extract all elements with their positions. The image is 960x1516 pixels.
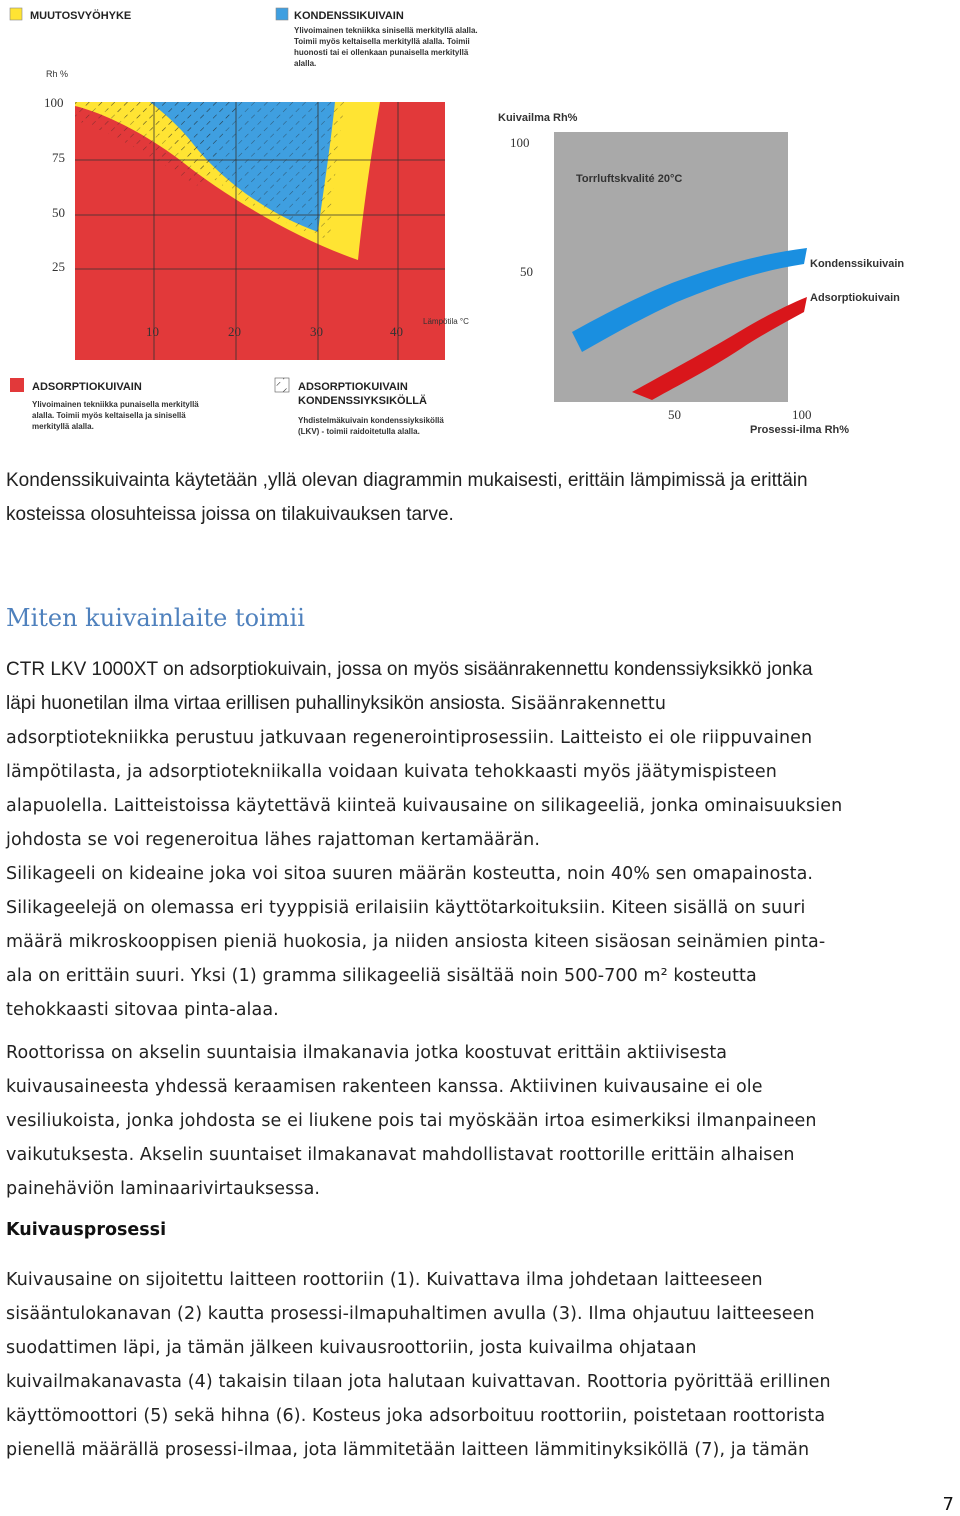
series-label-adsorptiokuivain: Adsorptiokuivain xyxy=(810,292,900,304)
subheading-kuivausprosessi: Kuivausprosessi xyxy=(6,1220,167,1240)
paragraph-rotor xyxy=(6,1036,906,1206)
para-line: Silikageelejä on olemassa eri tyyppisiä erilaisiin käyttötarkoituksiin. Kiteen sisällä on suuri xyxy=(6,898,806,918)
para-line: määrä mikroskooppisen pieniä huokosia, ja niiden ansiosta kiteen sisäosan seinämien pinta- xyxy=(6,932,826,952)
y-tick-75: 75 xyxy=(52,150,65,165)
intro-line: Kondenssikuivainta käytetään ,yllä olevan diagrammin mukaisesti, erittäin lämpimissä ja erittäin xyxy=(6,470,808,491)
para-line: kuivailmakanavasta (4) takaisin tilaan jota halutaan kuivattavan. Roottoria pyörittää erillinen xyxy=(6,1372,831,1392)
right-y-tick-50: 50 xyxy=(520,264,533,279)
para-line: ala on erittäin suuri. Yksi (1) gramma silikageeliä sisältää noin 500-700 m² kosteutta xyxy=(6,966,757,986)
x-tick-40: 40 xyxy=(390,324,403,339)
para-line: vaikutuksesta. Akselin suuntaiset ilmakanavat mahdollistavat roottorille erittäin alhaisen xyxy=(6,1145,795,1165)
right-y-tick-100: 100 xyxy=(510,135,530,150)
para-line: painehäviön laminaarivirtauksessa. xyxy=(6,1179,321,1199)
legend-lkv-desc-2: (LKV) - toimii raidoitetulla alalla. xyxy=(298,427,420,436)
paragraph-drying-process xyxy=(6,1263,906,1467)
para-line: alapuolella. Laitteistoissa käytettävä kiinteä kuivausaine on silikageeliä, jonka ominaisuuksien xyxy=(6,796,843,816)
x-tick-30: 30 xyxy=(310,324,323,339)
legend-swatch-blue xyxy=(276,8,288,20)
right-x-tick-50: 50 xyxy=(668,407,681,422)
intro-paragraph xyxy=(6,464,906,532)
x-tick-20: 20 xyxy=(228,324,241,339)
series-label-kondenssikuivain: Kondenssikuivain xyxy=(810,258,905,270)
y-axis-label: Rh % xyxy=(46,69,69,79)
section-heading: Miten kuivainlaite toimii xyxy=(6,604,305,632)
para-line: tehokkaasti sitovaa pinta-alaa. xyxy=(6,1000,279,1020)
para-line: läpi huonetilan ilma virtaa erillisen puhallinyksikön ansiosta. xyxy=(6,693,511,714)
para-line: pienellä määrällä prosessi-ilmaa, jota lämmitetään laitteen lämmitinyksiköllä (7), ja tämän xyxy=(6,1440,810,1460)
para-line: CTR LKV 1000XT on adsorptiokuivain, jossa on myös sisäänrakennettu kondenssiyksikkö jonka xyxy=(6,659,813,680)
y-tick-25: 25 xyxy=(52,259,65,274)
right-x-axis-label: Prosessi-ilma Rh% xyxy=(750,424,850,436)
para-line: Sisäänrakennettu xyxy=(510,694,667,714)
para-line: kuivausaineesta yhdessä keraamisen rakenteen kanssa. Aktiivinen kuivausaine ei ole xyxy=(6,1077,763,1097)
para-line: suodattimen läpi, ja tämän jälkeen kuivausroottoriin, josta kuivailma ohjataan xyxy=(6,1338,697,1358)
legend-adsorptio-desc-3: merkityllä alalla. xyxy=(32,422,94,431)
x-tick-10: 10 xyxy=(146,324,159,339)
right-x-tick-100: 100 xyxy=(792,407,812,422)
para-line: Silikageeli on kideaine joka voi sitoa suuren määrän kosteutta, noin 40% sen omapainosta. xyxy=(6,864,814,884)
y-tick-100: 100 xyxy=(44,95,64,110)
para-line: Kuivausaine on sijoitettu laitteen roottoriin (1). Kuivattava ilma johdetaan laitteeseen xyxy=(6,1270,763,1290)
legend-adsorptio-desc-1: Ylivoimainen tekniikka punaisella merkityllä xyxy=(32,400,199,409)
para-line: vesiliukoista, jonka johdosta se ei liukene pois tai myöskään irtoa esimerkiksi ilmanpaineen xyxy=(6,1111,817,1131)
legend-muutosvyohyke: MUUTOSVYÖHYKE xyxy=(30,10,132,22)
legend-lkv-title-2: KONDENSSIYKSIKÖLLÄ xyxy=(298,395,427,407)
page-number: 7 xyxy=(942,1494,954,1515)
inner-label: Torrluftskvalité 20°C xyxy=(576,173,683,185)
legend-swatch-hatch xyxy=(275,378,289,392)
x-axis-label: Lämpötila °C xyxy=(423,317,469,326)
legend-adsorptio-desc-2: alalla. Toimii myös keltaisella ja sinisellä xyxy=(32,411,186,420)
legend-kondenssi-desc-4: alalla. xyxy=(294,59,317,68)
legend-lkv-title-1: ADSORPTIOKUIVAIN xyxy=(298,381,408,393)
para-line: sisääntulokanavan (2) kautta prosessi-ilmapuhaltimen avulla (3). Ilma ohjautuu laitteeseen xyxy=(6,1304,815,1324)
legend-kondenssi-desc-2: Toimii myös keltaisella merkityllä alalla. Toimii xyxy=(294,37,470,46)
right-y-axis-label: Kuivailma Rh% xyxy=(498,112,578,124)
para-line: käyttömoottori (5) sekä hihna (6). Kosteus joka adsorboituu roottoriin, poistetaan roottorista xyxy=(6,1406,826,1426)
para-line: lämpötilasta, ja adsorptiotekniikalla voidaan kuivata tehokkaasti myös jäätymispisteen xyxy=(6,762,777,782)
para-line: Roottorissa on akselin suuntaisia ilmakanavia jotka koostuvat erittäin aktiivisesta xyxy=(6,1043,728,1063)
y-tick-50: 50 xyxy=(52,205,65,220)
legend-lkv-desc-1: Yhdistelmäkuivain kondenssiyksiköllä xyxy=(298,416,444,425)
legend-kondenssi-desc-3: huonosti tai ei ollenkaan punaisella merkityllä xyxy=(294,48,469,57)
para-line: adsorptiotekniikka perustuu jatkuvaan regenerointiprosessiin. Laitteisto ei ole riippuvainen xyxy=(6,728,813,748)
legend-kondenssi-desc-1: Ylivoimainen tekniikka sinisellä merkityllä alalla. xyxy=(294,26,478,35)
zone-plot xyxy=(75,102,445,360)
legend-adsorptiokuivain: ADSORPTIOKUIVAIN xyxy=(32,381,142,393)
legend-swatch-red xyxy=(10,378,24,392)
dryer-zone-chart xyxy=(0,0,500,440)
air-quality-chart xyxy=(492,100,905,445)
paragraph-how-it-works xyxy=(6,653,906,1027)
legend-kondenssikuivain: KONDENSSIKUIVAIN xyxy=(294,10,404,22)
legend-swatch-yellow xyxy=(10,8,22,20)
para-line: johdosta se voi regeneroitua lähes rajattoman kertamäärän. xyxy=(6,830,541,850)
intro-line: kosteissa olosuhteissa joissa on tilakuivauksen tarve. xyxy=(6,504,454,525)
